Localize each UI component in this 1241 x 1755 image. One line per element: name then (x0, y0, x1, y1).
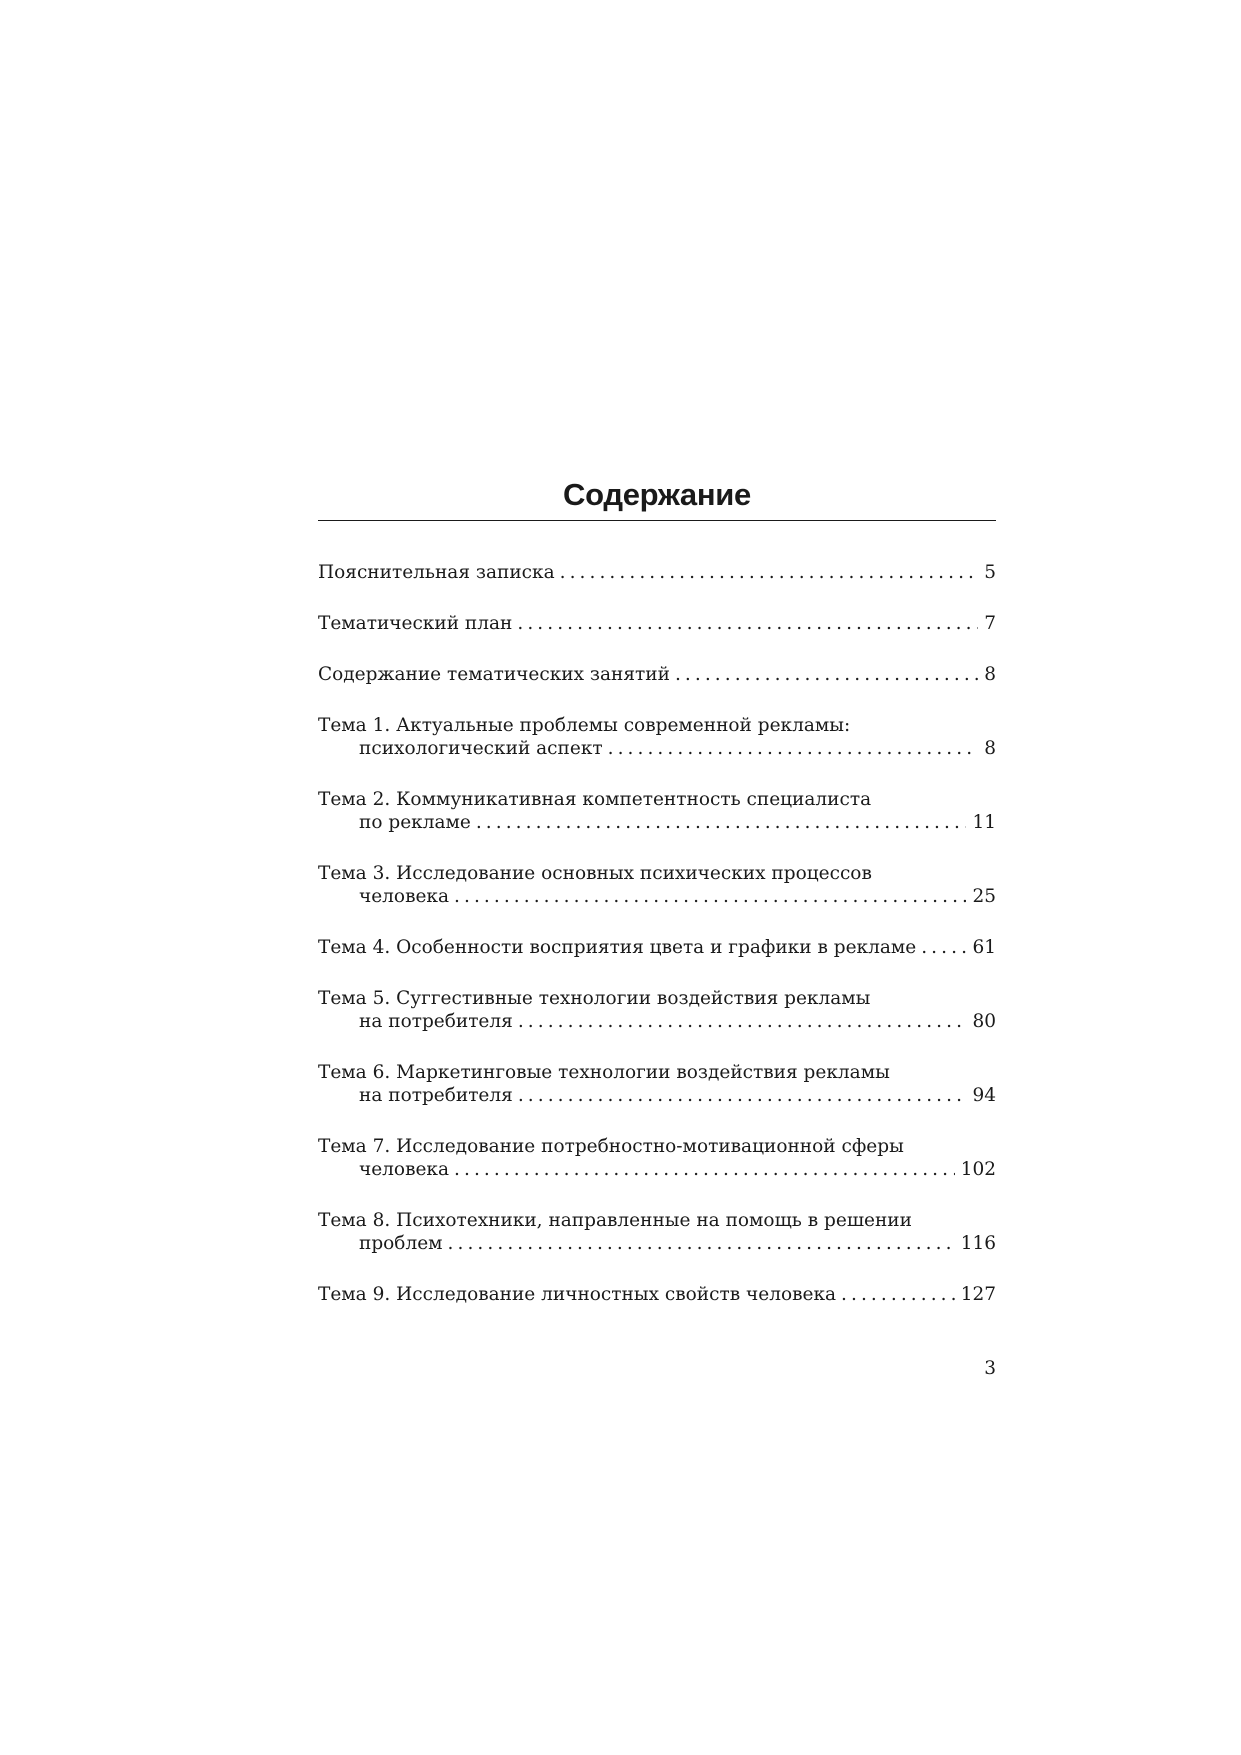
toc-entry-title: Тема 4. Особенности восприятия цвета и графики в рекламе (318, 937, 917, 958)
dot-leader (518, 1084, 967, 1107)
toc-entry-page: 80 (972, 1011, 996, 1032)
toc-entry-title-continued: проблем (359, 1233, 443, 1254)
title-divider (318, 520, 996, 521)
toc-entry-title-continued: на потребителя (359, 1011, 513, 1032)
toc-entry[interactable] (318, 862, 996, 908)
toc-entry-title: Тема 3. Исследование основных психических процессов (318, 863, 872, 884)
toc-entry-page: 127 (960, 1284, 996, 1305)
toc-entry-title: Тема 7. Исследование потребностно-мотивационной сферы (318, 1136, 904, 1157)
toc-entry-page: 61 (972, 937, 996, 958)
toc-entry[interactable] (318, 1209, 996, 1255)
toc-entry-title: Тема 1. Актуальные проблемы современной рекламы: (318, 715, 851, 736)
toc-entry-page: 8 (984, 738, 996, 759)
toc-entry-page: 11 (972, 812, 996, 833)
toc-entry-title: Тема 6. Маркетинговые технологии воздействия рекламы (318, 1062, 890, 1083)
toc-entry-page: 25 (972, 886, 996, 907)
toc-entry-title: Тема 8. Психотехники, направленные на помощь в решении (318, 1210, 912, 1231)
dot-leader (454, 885, 966, 908)
toc-entry-title-continued: человека (359, 1159, 450, 1180)
dot-leader (560, 561, 979, 584)
toc-entry-title: Тема 2. Коммуникативная компетентность специалиста (318, 789, 872, 810)
dot-leader (841, 1283, 955, 1306)
dot-leader (518, 1010, 967, 1033)
dot-leader (517, 612, 978, 635)
toc-entry[interactable] (318, 714, 996, 760)
toc-entry-title-continued: психологический аспект (359, 738, 603, 759)
toc-entry[interactable] (318, 1061, 996, 1107)
toc-entry-page: 102 (960, 1159, 996, 1180)
toc-entry[interactable] (318, 987, 996, 1033)
toc-entry[interactable] (318, 663, 996, 686)
toc-entry-page: 8 (984, 664, 996, 685)
dot-leader (921, 936, 966, 959)
toc-entry[interactable] (318, 788, 996, 834)
toc-entry-title-continued: по рекламе (359, 812, 471, 833)
toc-entry-title: Содержание тематических занятий (318, 664, 670, 685)
toc-entry-title: Пояснительная записка (318, 562, 555, 583)
toc-entry[interactable] (318, 936, 996, 959)
toc-entry-page: 94 (972, 1085, 996, 1106)
toc-entry-title: Тематический план (318, 613, 513, 634)
page-title: Содержание (563, 477, 751, 512)
toc-entry[interactable] (318, 1135, 996, 1181)
toc-entry-page: 5 (984, 562, 996, 583)
table-of-contents (318, 470, 996, 1306)
page-number: 3 (984, 1358, 996, 1379)
toc-entry-title: Тема 5. Суггестивные технологии воздействия рекламы (318, 988, 871, 1009)
toc-entry[interactable] (318, 561, 996, 584)
dot-leader (476, 811, 967, 834)
toc-entry-title: Тема 9. Исследование личностных свойств человека (318, 1284, 837, 1305)
dot-leader (608, 737, 979, 760)
toc-entry-page: 116 (960, 1233, 996, 1254)
dot-leader (675, 663, 978, 686)
dot-leader (454, 1158, 955, 1181)
toc-entry-page: 7 (984, 613, 996, 634)
toc-entry-title-continued: человека (359, 886, 450, 907)
dot-leader (448, 1232, 955, 1255)
toc-entry[interactable] (318, 612, 996, 635)
toc-entry-title-continued: на потребителя (359, 1085, 513, 1106)
toc-entry[interactable] (318, 1283, 996, 1306)
